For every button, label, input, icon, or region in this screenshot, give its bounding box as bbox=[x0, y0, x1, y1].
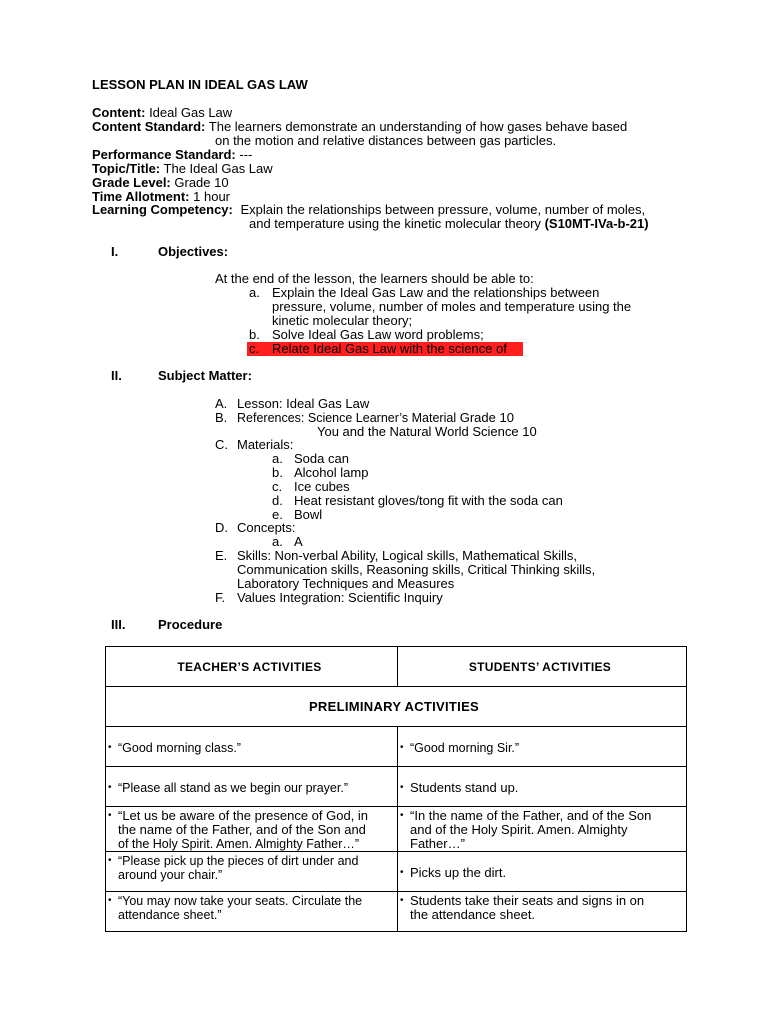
skills-marker: E. bbox=[215, 548, 228, 563]
concepts-label: Concepts: bbox=[237, 520, 296, 535]
teacher-cell bbox=[106, 892, 398, 932]
objective-c-line1: Relate Ideal Gas Law with the science of bbox=[272, 341, 507, 356]
teacher-text-line1: “Let us be aware of the presence of God, in bbox=[118, 808, 369, 823]
performance-standard-label: Performance Standard: bbox=[92, 147, 236, 162]
values-text: Values Integration: Scientific Inquiry bbox=[237, 590, 443, 605]
student-cell bbox=[398, 727, 687, 767]
learning-competency-field bbox=[92, 203, 645, 217]
lesson-text: Lesson: Ideal Gas Law bbox=[237, 396, 370, 411]
teacher-text-line2: around your chair.” bbox=[118, 868, 223, 882]
material-c-marker: c. bbox=[272, 479, 283, 494]
learning-competency-label: Learning Competency: bbox=[92, 202, 233, 217]
objective-b-marker: b. bbox=[249, 327, 260, 342]
table-row bbox=[106, 892, 687, 932]
bullet-icon: • bbox=[108, 855, 112, 866]
objective-a-marker: a. bbox=[249, 285, 260, 300]
procedure-heading: Procedure bbox=[158, 617, 223, 632]
teacher-activities-header: TEACHER’S ACTIVITIES bbox=[106, 647, 398, 687]
student-cell bbox=[398, 807, 687, 852]
grade-level-value: Grade 10 bbox=[174, 175, 229, 190]
objectives-heading: Objectives: bbox=[158, 244, 229, 259]
teacher-text-line2: the name of the Father, and of the Son and bbox=[118, 822, 366, 837]
objective-a-line1: Explain the Ideal Gas Law and the relationships between bbox=[272, 285, 600, 300]
time-allotment-value: 1 hour bbox=[193, 189, 231, 204]
student-cell bbox=[398, 852, 687, 892]
student-text-line3: Father…” bbox=[410, 836, 465, 851]
material-d-text: Heat resistant gloves/tong fit with the soda can bbox=[294, 493, 563, 508]
table-header-row bbox=[106, 647, 687, 687]
teacher-text-line1: “You may now take your seats. Circulate the bbox=[118, 894, 363, 908]
subject-matter-heading: Subject Matter: bbox=[158, 368, 252, 383]
content-standard-line1: The learners demonstrate an understanding of how gases behave based bbox=[208, 119, 628, 134]
student-text-line1: Students take their seats and signs in on bbox=[410, 893, 645, 908]
bullet-icon: • bbox=[400, 741, 404, 753]
preliminary-activities-header: PRELIMINARY ACTIVITIES bbox=[106, 687, 687, 727]
student-text: “Good morning Sir.” bbox=[410, 740, 520, 755]
content-label: Content: bbox=[92, 105, 146, 120]
table-row bbox=[106, 727, 687, 767]
materials-label: Materials: bbox=[237, 437, 294, 452]
objective-b-line1: Solve Ideal Gas Law word problems; bbox=[272, 327, 484, 342]
table-row bbox=[106, 852, 687, 892]
content-field bbox=[92, 106, 232, 120]
teacher-cell bbox=[106, 767, 398, 807]
learning-competency-line1: Explain the relationships between pressure, volume, number of moles, bbox=[240, 202, 646, 217]
subject-matter-numeral: II. bbox=[111, 368, 122, 383]
skills-line2: Communication skills, Reasoning skills, Critical Thinking skills, bbox=[237, 562, 596, 577]
students-activities-header: STUDENTS’ ACTIVITIES bbox=[398, 647, 687, 687]
teacher-text: “Please all stand as we begin our prayer.” bbox=[118, 780, 348, 795]
skills-line3: Laboratory Techniques and Measures bbox=[237, 576, 455, 591]
teacher-text: “Good morning class.” bbox=[118, 740, 241, 755]
performance-standard-field bbox=[92, 148, 252, 162]
procedure-numeral: III. bbox=[111, 617, 126, 632]
bullet-icon: • bbox=[400, 866, 404, 878]
content-standard-label: Content Standard: bbox=[92, 119, 206, 134]
concept-a-text: A bbox=[294, 534, 303, 549]
bullet-icon: • bbox=[108, 781, 112, 793]
teacher-cell bbox=[106, 852, 398, 892]
concept-a-marker: a. bbox=[272, 534, 283, 549]
bullet-icon: • bbox=[400, 781, 404, 793]
bullet-icon: • bbox=[400, 810, 404, 821]
bullet-icon: • bbox=[108, 741, 112, 753]
table-row bbox=[106, 807, 687, 852]
grade-level-field bbox=[92, 176, 229, 190]
material-e-marker: e. bbox=[272, 507, 283, 522]
student-cell bbox=[398, 892, 687, 932]
topic-label: Topic/Title: bbox=[92, 161, 161, 176]
content-standard-field bbox=[92, 120, 627, 134]
content-value: Ideal Gas Law bbox=[149, 105, 233, 120]
student-text-line2: the attendance sheet. bbox=[410, 907, 536, 922]
topic-field bbox=[92, 162, 273, 176]
teacher-text-line3: of the Holy Spirit. Amen. Almighty Father…” bbox=[118, 837, 360, 851]
section-row bbox=[106, 687, 687, 727]
references-line1 bbox=[237, 411, 514, 425]
skills-line1: Skills: Non-verbal Ability, Logical skills, Mathematical Skills, bbox=[237, 548, 578, 563]
performance-standard-value: --- bbox=[239, 147, 253, 162]
student-text-line1: “In the name of the Father, and of the Son bbox=[410, 808, 652, 823]
concepts-marker: D. bbox=[215, 520, 228, 535]
competency-code: (S10MT-IVa-b-21) bbox=[544, 216, 649, 231]
objective-a-line2: pressure, volume, number of moles and temperature using the bbox=[272, 299, 632, 314]
student-cell bbox=[398, 767, 687, 807]
material-b-marker: b. bbox=[272, 465, 283, 480]
objectives-intro: At the end of the lesson, the learners should be able to: bbox=[215, 271, 534, 286]
teacher-text-line1: “Please pick up the pieces of dirt under and bbox=[118, 854, 359, 868]
learning-competency-line2: and temperature using the kinetic molecular theory bbox=[249, 216, 541, 231]
bullet-icon: • bbox=[108, 810, 112, 821]
student-text: Students stand up. bbox=[410, 779, 519, 795]
bullet-icon: • bbox=[108, 895, 112, 906]
grade-level-label: Grade Level: bbox=[92, 175, 171, 190]
table-row bbox=[106, 767, 687, 807]
student-text: Picks up the dirt. bbox=[410, 864, 507, 880]
materials-marker: C. bbox=[215, 437, 228, 452]
bullet-icon: • bbox=[400, 895, 404, 906]
procedure-table bbox=[105, 646, 687, 932]
material-c-text: Ice cubes bbox=[294, 479, 350, 494]
objectives-numeral: I. bbox=[111, 244, 119, 259]
material-b-text: Alcohol lamp bbox=[294, 465, 369, 480]
material-d-marker: d. bbox=[272, 493, 283, 508]
objective-a-line3: kinetic molecular theory; bbox=[272, 313, 413, 328]
topic-value: The Ideal Gas Law bbox=[163, 161, 273, 176]
student-text-line2: and of the Holy Spirit. Amen. Almighty bbox=[410, 822, 628, 837]
objective-c-marker: c. bbox=[249, 341, 260, 356]
material-a-marker: a. bbox=[272, 451, 283, 466]
material-a-text: Soda can bbox=[294, 451, 349, 466]
references-marker: B. bbox=[215, 410, 228, 425]
learning-competency-line2-row bbox=[249, 217, 649, 231]
teacher-cell bbox=[106, 727, 398, 767]
time-allotment-label: Time Allotment: bbox=[92, 189, 190, 204]
document-title: LESSON PLAN IN IDEAL GAS LAW bbox=[92, 77, 308, 92]
lesson-marker: A. bbox=[215, 396, 228, 411]
references-line2: You and the Natural World Science 10 bbox=[317, 424, 537, 439]
values-marker: F. bbox=[215, 590, 226, 605]
teacher-text-line2: attendance sheet.” bbox=[118, 908, 222, 922]
content-standard-line2: on the motion and relative distances between gas particles. bbox=[215, 133, 557, 148]
references-label: References: Science Learner’s Material bbox=[237, 411, 457, 425]
references-grade: Grade 10 bbox=[459, 410, 514, 425]
material-e-text: Bowl bbox=[294, 507, 323, 522]
teacher-cell bbox=[106, 807, 398, 852]
